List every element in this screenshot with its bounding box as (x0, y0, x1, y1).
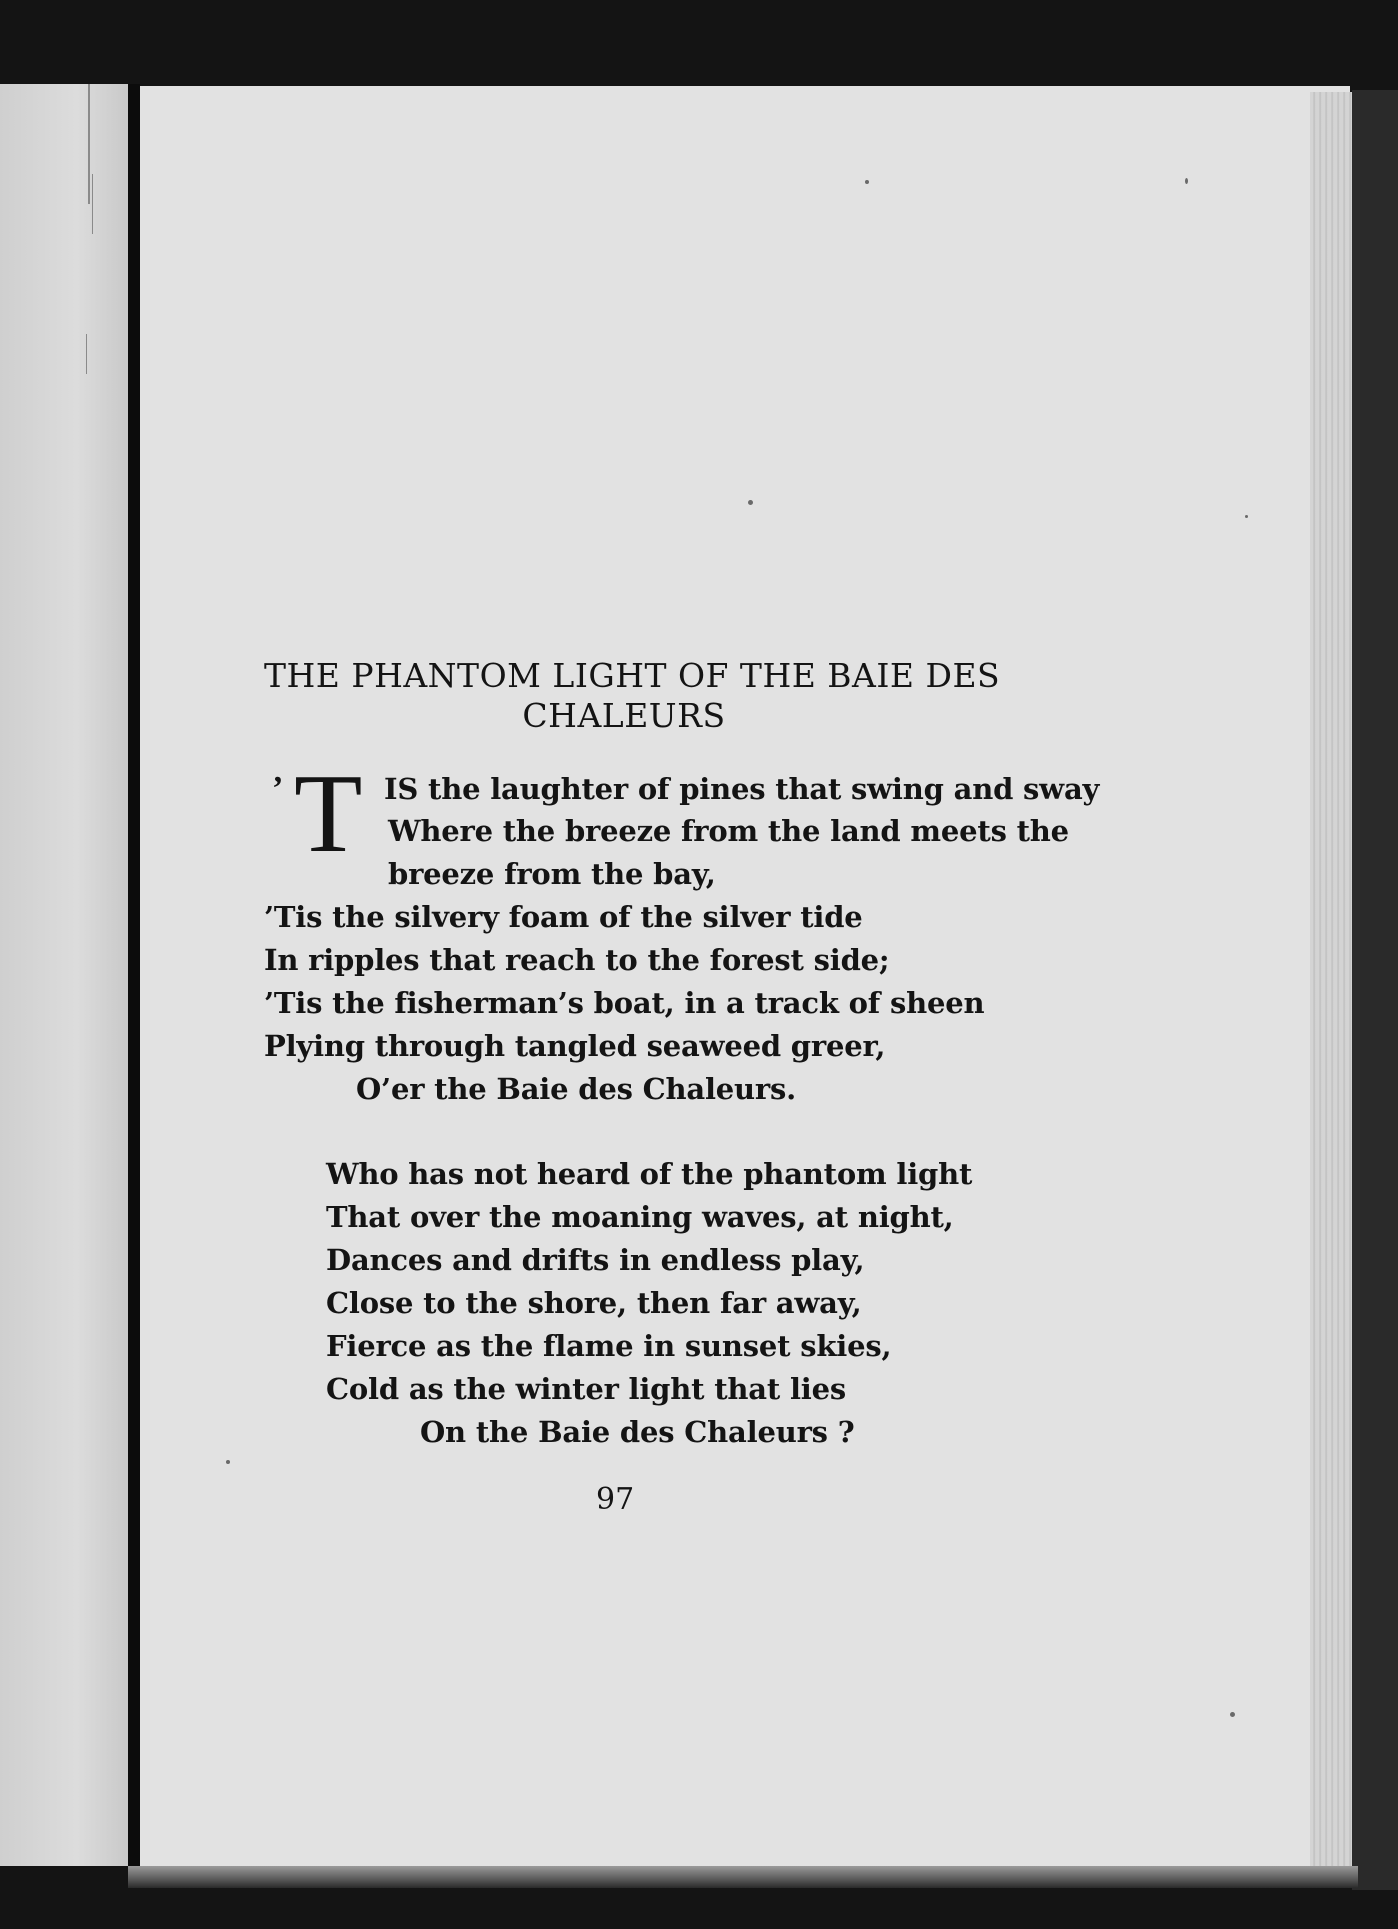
stanza-1-line-3: breeze from the bay, (388, 857, 716, 891)
paper-speck (226, 1460, 230, 1464)
page-edge (1310, 92, 1358, 1882)
poem-title-line-1: THE PHANTOM LIGHT OF THE BAIE DES (264, 656, 1001, 695)
stanza-2-line-2: That over the moaning waves, at night, (326, 1200, 954, 1234)
stanza-1-line-2: Where the breeze from the land meets the (388, 814, 1069, 848)
poem-title-line-2: CHALEURS (522, 696, 726, 735)
stanza-1-line-4: ’Tis the silvery foam of the silver tide (264, 900, 863, 934)
scan-border-right (1352, 90, 1398, 1890)
page-smudge (88, 84, 90, 204)
page-smudge (92, 174, 93, 234)
stanza-2-line-5: Fierce as the flame in sunset skies, (326, 1329, 892, 1363)
stanza-1-line-8: O’er the Baie des Chaleurs. (356, 1072, 797, 1106)
paper-speck (748, 500, 753, 505)
stanza-1-line-1: IS the laughter of pines that swing and sway (384, 772, 1100, 806)
drop-cap-apostrophe: ’ (272, 770, 284, 807)
stanza-2-line-1: Who has not heard of the phantom light (326, 1157, 973, 1191)
stanza-2-line-6: Cold as the winter light that lies (326, 1372, 847, 1406)
page-smudge (86, 334, 87, 374)
page-bottom-edge (128, 1866, 1358, 1888)
stanza-2-line-7: On the Baie des Chaleurs ? (420, 1415, 855, 1449)
stanza-2-line-3: Dances and drifts in endless play, (326, 1243, 865, 1277)
page-number: 97 (596, 1482, 635, 1517)
book-gutter (128, 84, 140, 1884)
stanza-1-line-6: ’Tis the fisherman’s boat, in a track of sheen (264, 986, 985, 1020)
stanza-1-line-7: Plying through tangled seaweed greer, (264, 1029, 886, 1063)
paper-speck (865, 180, 869, 184)
paper-speck (1230, 1712, 1235, 1717)
stanza-1-line-5: In ripples that reach to the forest side; (264, 943, 890, 977)
paper-speck (1245, 515, 1248, 518)
paper-speck (1185, 178, 1188, 184)
drop-cap-letter: T (294, 752, 363, 876)
left-facing-page (0, 84, 128, 1866)
stanza-2-line-4: Close to the shore, then far away, (326, 1286, 862, 1320)
